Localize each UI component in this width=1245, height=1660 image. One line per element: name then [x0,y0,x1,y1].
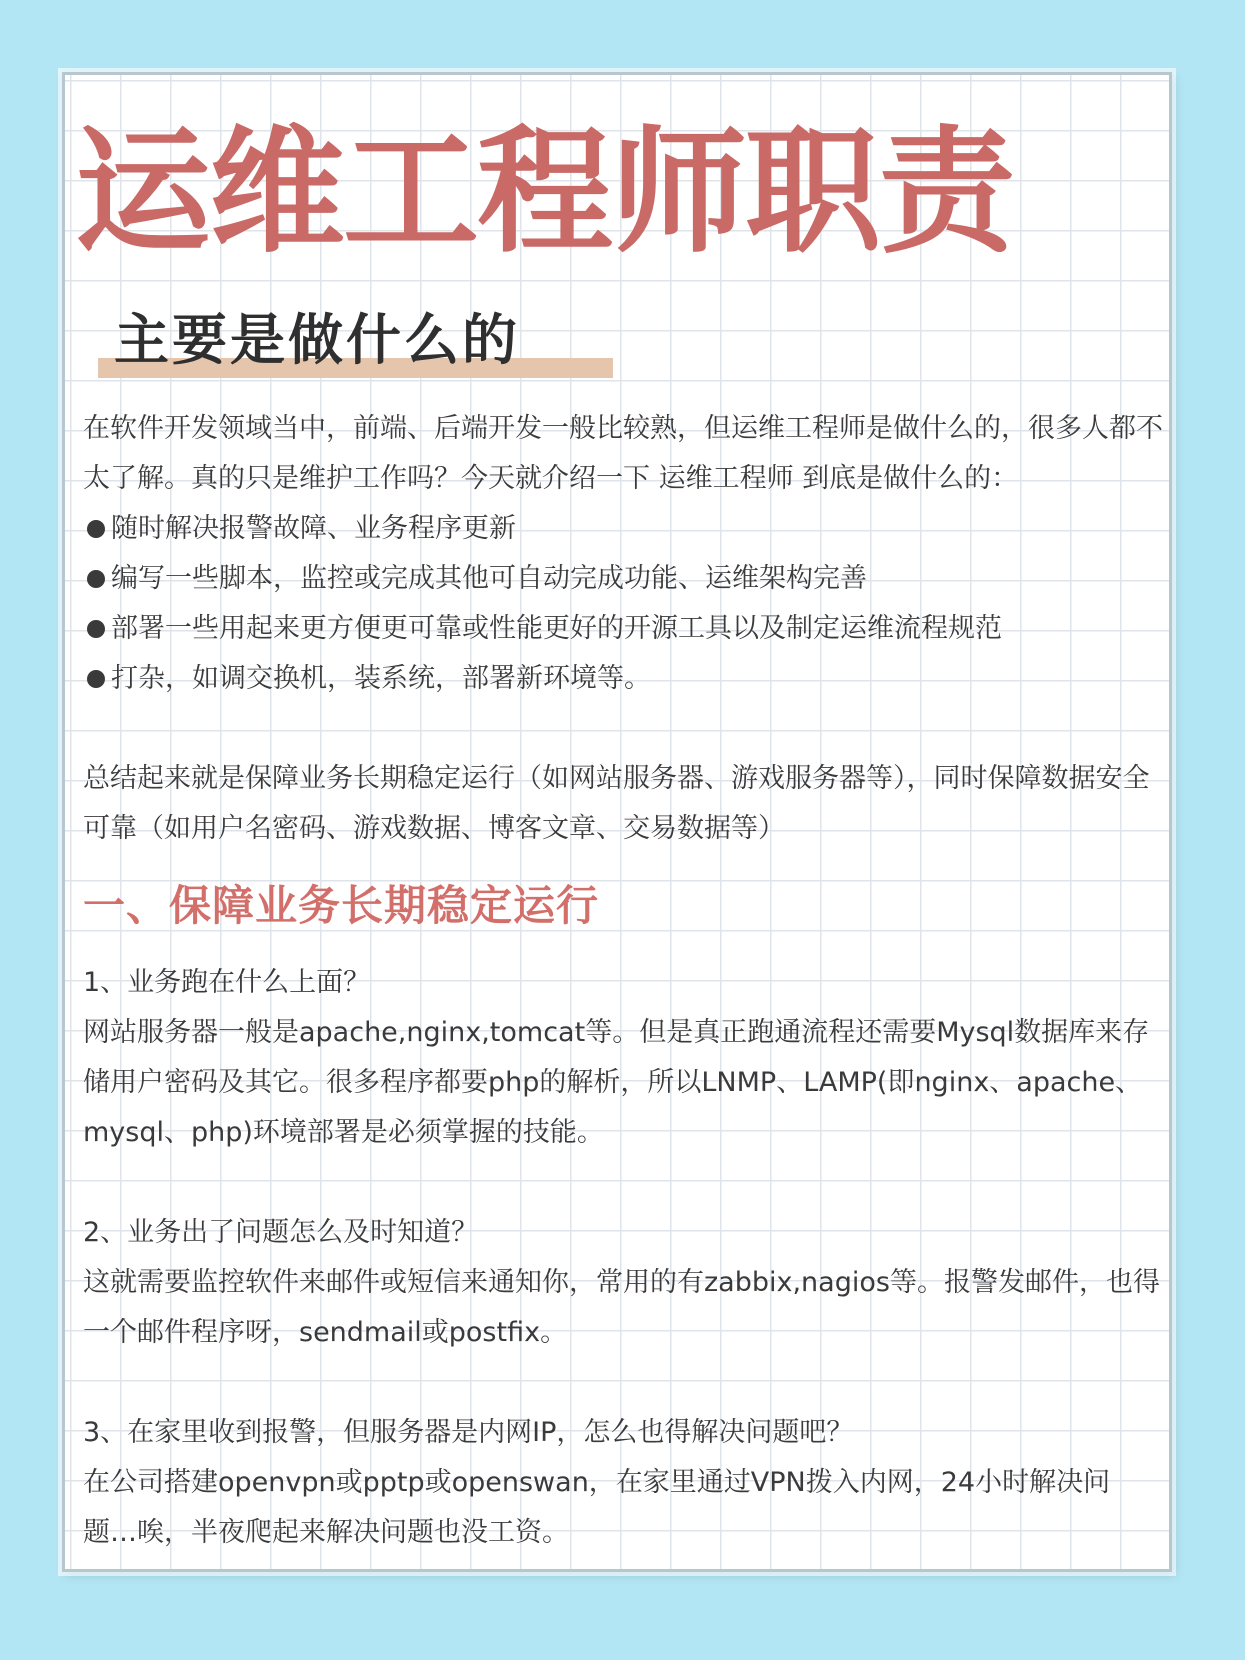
list-item [83,654,1163,704]
subtitle-block [98,300,520,380]
question-title: 3、在家里收到报警，但服务器是内网IP，怎么也得解决问题吧？ [83,1417,854,1448]
bullet-list [83,504,1163,704]
summary-paragraph: 总结起来就是保障业务长期稳定运行（如网站服务器、游戏服务器等），同时保障数据安全可靠（如用户名密码、游戏数据、博客文章、交易数据等） [83,763,1150,844]
bullet-dot-icon [87,620,105,638]
question-answer: 在公司搭建openvpn或pptp或openswan，在家里通过VPN拨入内网，24小时解决问题…唉，半夜爬起来解决问题也没工资。 [83,1467,1111,1548]
question-answer: 这就需要监控软件来邮件或短信来通知你，常用的有zabbix,nagios等。报警发邮件，也得一个邮件程序呀，sendmail或postfix。 [83,1267,1160,1348]
bullet-text: 随时解决报警故障、业务程序更新 [111,513,516,544]
page-title: 运维工程师职责 [75,114,1013,272]
question-block-3 [83,1408,1163,1558]
bullet-dot-icon [87,670,105,688]
bullet-text: 编写一些脚本，监控或完成其他可自动完成功能、运维架构完善 [111,563,867,594]
question-title: 1、业务跑在什么上面？ [83,967,371,998]
bullet-dot-icon [87,570,105,588]
question-answer: 网站服务器一般是apache,nginx,tomcat等。但是真正跑通流程还需要Mysql数据库来存储用户密码及其它。很多程序都要php的解析，所以LNMP、LAMP(即nginx、apache、mysql、php)环境部署是必须掌握的技能。 [83,1017,1150,1148]
bullet-dot-icon [87,520,105,538]
bullet-text: 部署一些用起来更方便更可靠或性能更好的开源工具以及制定运维流程规范 [111,613,1002,644]
subtitle: 主要是做什么的 [114,308,521,372]
bullet-text: 打杂，如调交换机，装系统，部署新环境等。 [111,663,651,694]
question-block-2 [83,1208,1163,1358]
question-title: 2、业务出了问题怎么及时知道？ [83,1217,479,1248]
list-item [83,554,1163,604]
question-block-1 [83,958,1163,1158]
list-item [83,604,1163,654]
list-item [83,504,1163,554]
intro-paragraph: 在软件开发领域当中，前端、后端开发一般比较熟，但运维工程师是做什么的，很多人都不太了解。真的只是维护工作吗？今天就介绍一下 运维工程师 到底是做什么的： [83,413,1163,494]
section-heading: 一、保障业务长期稳定运行 [83,881,600,930]
